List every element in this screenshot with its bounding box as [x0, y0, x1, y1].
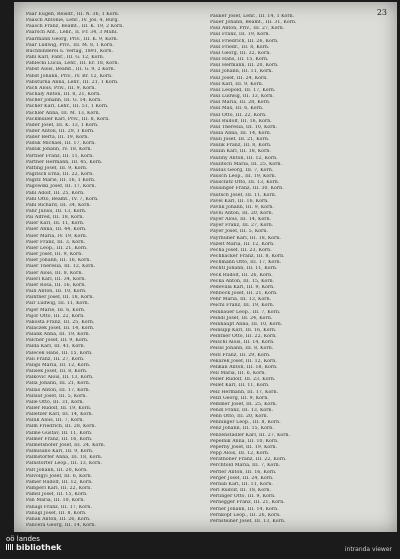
directory-entry: Peinhaupt Anna, III. 10, Korn. [210, 321, 283, 327]
right-column [210, 14, 386, 525]
directory-entry: Paul Johann, III. 11, Korn. [210, 69, 273, 75]
directory-entry: Palecek Hans, III. 15, Korn. [26, 350, 93, 356]
directory-entry: Pabst Alois, Beamt., III. G. 9, 2 Korn. [26, 67, 116, 73]
directory-entry: Perner Johann, III. 14, Korn. [210, 506, 279, 512]
directory-entry: Panak Anton, III. 26, Korn. [26, 516, 91, 522]
directory-entry: Pell Maria, III. 6, Korn. [210, 371, 266, 377]
directory-entry: Paulus Georg, III. 7, Korn. [210, 167, 274, 173]
directory-entry: Pacher Johann, III. G. 14, Korn. [26, 98, 102, 104]
directory-entry: Paul Franz, III. 19, Korn. [210, 32, 271, 38]
directory-entry: Pancera Georg, III. 14, Korn. [26, 522, 96, 528]
directory-entry: Paul Friedrich, III. 26, Korn. [210, 38, 279, 44]
directory-entry: Pahl Adolf, III. 25, Korn. [26, 190, 85, 196]
directory-entry: Perl Rudolf, III. 18, Korn. [210, 488, 272, 494]
directory-entry: Pauker Josef, Lehr., III. 14, 1 Korn. [210, 14, 295, 19]
directory-entry: Palla Johann, III. 21, Korn. [26, 381, 91, 387]
directory-entry: Pauschitz Otto, III. 13, Korn. [210, 180, 280, 186]
directory-entry: Paill Anton, III. 10, Korn. [26, 289, 87, 295]
directory-entry: Pechtl Johann, III. 11, Korn. [210, 266, 278, 272]
directory-entry: Pavlik Johann, III. 9, Korn. [210, 204, 275, 210]
directory-entry: Pachaly Anton, III. 8, 21, Korn. [26, 92, 101, 98]
directory-entry: Pacher Karl, Lehr., III. 51, 1 Korn. [26, 104, 109, 110]
directory-entry: Paul Josef, III. 24, Korn. [210, 75, 268, 81]
directory-entry: Palmer Franz, III. 16, Korn. [26, 436, 93, 442]
directory-entry: Pallik Alois, III. 7, Korn. [26, 418, 84, 424]
directory-entry: Pepp Alois, III. 12, Korn. [210, 451, 270, 457]
directory-entry: Paulik Franz, III. 8, Korn. [210, 143, 272, 149]
directory-entry: Paarmann Georg, Priv., III. K. 9, Korn. [26, 36, 119, 42]
directory-entry: Pecha Josef, III. 23, Korn. [210, 247, 272, 253]
directory-entry: Pamperl Karl, III. 22, Korn. [26, 486, 92, 492]
directory-entry: Pamsl Josef, III. 15, Korn. [26, 492, 88, 498]
directory-entry: Paul Max, III. 6, Korn. [210, 106, 264, 112]
directory-entry: Palvölgyi Josef, III. 6, Korn. [26, 473, 93, 479]
directory-entry: Pepelnik Anna, III. 10, Korn. [210, 438, 279, 444]
directory-entry: Perfler Anton, III. 16, Korn. [210, 469, 277, 475]
directory-entry: Pärtner Franz, III. 11, Korn. [26, 153, 94, 159]
directory-entry: Pelz Hermann, III. 17, Korn. [210, 389, 279, 395]
directory-entry: Pärtner Hermann, III. 45, Korn. [26, 159, 103, 165]
directory-entry: Paula Anna, III. 14, Korn. [210, 130, 272, 136]
directory-entry: Paul Hans, III. 15, Korn. [210, 57, 269, 63]
directory-entry: Peintner Otto, III. 22, Korn. [210, 334, 277, 340]
directory-entry: Peperny Josef, III. 19, Korn. [210, 444, 278, 450]
directory-entry: Paul Rudolf, III. 16, Korn. [210, 118, 272, 124]
directory-entry: Pajor Otto, III. 22, Korn. [26, 313, 85, 319]
directory-entry: Pajer Marie, III. 6, Korn. [26, 307, 86, 313]
directory-entry: Pelikan Anton, III. 18, Korn. [210, 364, 278, 370]
directory-entry: Paierl Karl, III. 34, Korn. [26, 276, 86, 282]
directory-entry: Perathoner Franz, III. 22, Korn. [210, 457, 287, 463]
directory-entry: Paduk Johann, IV. 18, Korn. [26, 147, 93, 153]
directory-entry: Pelzl Georg, III. 9, Korn. [210, 395, 269, 401]
directory-entry: Peinbauer Leop., III. 7, Korn. [210, 309, 281, 315]
logo-line1: oö landes [6, 535, 40, 543]
directory-entry: Pernsteiner Josef, III. 13, Korn. [210, 518, 286, 524]
directory-entry: Paller Rudolf, III. 19, Korn. [26, 406, 92, 411]
logo-line2: bibliothek [16, 542, 62, 552]
directory-entry: Paffing Josef, III. 9, Korn. [26, 165, 88, 171]
directory-entry: Pallauf Josef, III. 5, Korn. [26, 393, 88, 399]
directory-entry: Pechhacker Franz, III. 8, Korn. [210, 254, 285, 260]
directory-entry: Pan Maria, III. 10, Korn. [26, 498, 85, 504]
directory-entry: Paulin Karl, III. 18, Korn. [210, 149, 271, 155]
directory-entry: Perger Josef, III. 24, Korn. [210, 475, 274, 481]
directory-entry: Buchbinderei u. Verlag, 1891, Korn. [26, 48, 114, 54]
directory-entry: Paier Maria, IV. 19, Korn. [26, 233, 88, 239]
directory-entry: Peissl Johann, III. 8, Korn. [210, 346, 274, 352]
directory-entry: Pausch Leop., III. 19, Korn. [210, 174, 277, 180]
directory-entry: Peck Rudolf, III. 26, Korn. [210, 272, 273, 278]
directory-entry: Paar Ludwig, Priv., III. M. 8, 1 Korn. [26, 42, 114, 48]
directory-entry: Paasch Franz, Beamt., III. K. 19, 2 Korn. [26, 24, 124, 30]
directory-entry: Paul Otto, III. 22, Korn. [210, 112, 267, 118]
directory-entry: Paier Alois, III. 8, Korn. [26, 270, 84, 276]
directory-entry: Peinsipp Karl, III. 16, Korn. [210, 327, 277, 333]
directory-entry: Perchtold Maria, III. 7, Korn. [210, 463, 281, 469]
directory-entry: Paier Josef, III. 9, Korn. [26, 252, 83, 258]
directory-entry: Paul Friedr., III. 8, Korn. [210, 44, 270, 50]
directory-entry: Palletzer Karl, III. 14, Korn. [26, 412, 94, 418]
directory-entry: Pahl Otto, Beamt., IV. 7, Korn. [26, 196, 99, 202]
directory-entry: Paul Theresia, III. 10, Korn. [210, 124, 278, 130]
directory-entry: Pecka Anton, III. 15, Korn. [210, 278, 275, 284]
directory-entry: Palnstorfer Leop., III. 13, Korn. [26, 461, 103, 467]
directory-entry: Peindl Josef, III. 24, Korn. [210, 315, 273, 321]
directory-entry: Pahl Richard, III. 34, Korn. [26, 202, 92, 208]
directory-entry: Paier Karl, III. 11, Korn. [26, 221, 85, 227]
directory-entry: Pächler Anna, III. M. 13, Korn. [26, 110, 101, 116]
directory-entry: Paarsch Ant., Lehr., II. Fr. 34, 3 Mühl. [26, 30, 118, 36]
directory-entry: Palcher Josef, III. 9, Korn. [26, 338, 89, 344]
directory-entry: Paier Franz, III. 3, Korn. [26, 239, 86, 245]
directory-entry: Peller Rudolf, III. 23, Korn. [210, 377, 276, 383]
directory-entry: Palisek Josef, III. 8, Korn. [26, 369, 88, 375]
directory-entry: Pahlecki Lucia, Lehr., III. Er. 18, Korn. [26, 61, 120, 67]
directory-entry: Payer Josef, III. 5, Korn. [210, 229, 269, 235]
directory-entry: Pavlu Anton, III. 20, Korn. [210, 211, 274, 216]
directory-entry: Paduk Michael, III. 17, Korn. [26, 141, 96, 147]
directory-entry: Pendl Franz, III. 13, Korn. [210, 408, 274, 413]
directory-entry: Palmetshofer Josef, III. 24, Korn. [26, 442, 106, 448]
directory-entry: Panagl Josef, III. 8, Korn. [26, 510, 87, 516]
directory-entry: Pausinger Franz, III. 30, Korn. [210, 186, 284, 192]
directory-entry: Palaczek Josef, III. 14, Korn. [26, 325, 95, 331]
directory-entry: Pabsturna Anna, Lehr., III. 21, 1 Korn. [26, 79, 119, 85]
directory-entry: Paulitsch Maria, III. 25, Korn. [210, 161, 283, 167]
directory-entry: Payer Alois, III. 14, Korn. [210, 217, 272, 223]
directory-entry: Pagitz Marie, III. 16, 1 Korn. [26, 178, 96, 184]
bars-icon [6, 544, 14, 550]
directory-entry: Pazelt Maria, III. 12, Korn. [210, 241, 275, 247]
directory-entry: Penn Otto, III. 20, Korn. [210, 414, 269, 420]
directory-entry: Paier Leop., III. 21, Korn. [26, 245, 88, 251]
directory-entry: Pehr Maria, III. 13, Korn. [210, 297, 272, 303]
directory-entry: Pemmer Josef, III. 25, Korn. [210, 401, 278, 407]
directory-entry: Peischl Alois, III. 14, Korn. [210, 340, 275, 346]
scanned-page [14, 2, 397, 532]
directory-entry: Payrhuber Karl, III. 18, Korn. [210, 235, 281, 241]
directory-entry: Paligs Maria, III. 12, Korn. [26, 362, 91, 368]
directory-entry: Pedevilla Karl, III. 9, Korn. [210, 284, 275, 290]
directory-entry: Pautsch Josef, III. 11, Korn. [210, 192, 277, 198]
directory-entry: Pair Ludwig, III. 11, Korn. [26, 301, 90, 307]
directory-entry: Palda Karl, III. 41, Korn. [26, 344, 86, 350]
page-number: 23 [376, 8, 387, 17]
directory-entry: Perhab Karl, III. 11, Korn. [210, 481, 273, 487]
directory-entry: Pali Franz, III. 27, Korn. [26, 356, 85, 362]
directory-entry: Paier Rosa, III. 16, Korn. [26, 282, 86, 288]
directory-entry: Paul Hermann, III. 20, Korn. [210, 63, 279, 69]
directory-entry: Pauliny Anton, III. 12, Korn. [210, 155, 278, 161]
directory-entry: Paier Theresia, III. 12, Korn. [26, 264, 96, 270]
directory-entry: Pellet Karl, III. 11, Korn. [210, 383, 270, 389]
directory-entry: Paintner Josef, III. 18, Korn. [26, 295, 94, 301]
viewer-label[interactable]: intranda viewer [344, 546, 392, 553]
directory-entry: Peitl Franz, III. 29, Korn. [210, 352, 271, 358]
directory-entry: Pai Alfred, III. 18, Korn. [26, 215, 85, 221]
directory-entry: Palmisano Karl, III. 9, Korn. [26, 449, 94, 455]
directory-entry: Pauer Johann, Beamt., III. 31, Korn. [210, 20, 297, 26]
directory-entry: Pader Anton, III. 29, 1 Korn. [26, 128, 95, 134]
directory-entry: Pamer Rudolf, III. 12, Korn. [26, 479, 93, 485]
directory-entry: Pader Josef, III. K. 13, 1 Korn. [26, 122, 99, 128]
directory-entry: Paul Karl, III. 9, Korn. [210, 81, 264, 87]
left-column [26, 12, 202, 529]
directory-entry: Pagitsch Erna, III. 22, Korn. [26, 172, 94, 178]
directory-entry: Pauli Josef, III. 21, Korn. [210, 137, 270, 143]
directory-entry: Pahr Julius, III. 13, Korn. [26, 209, 87, 214]
directory-entry: Palle Otto, III. 31, Korn. [26, 399, 85, 405]
library-logo [6, 536, 61, 551]
directory-entry: Paul Georg, III. 32, Korn. [210, 50, 271, 56]
directory-entry: Peichl Franz, III. 19, Korn. [210, 303, 275, 309]
directory-entry: Pader Berta, III. 19, Korn. [26, 135, 90, 141]
directory-entry: Pechmann Otto, III. 17, Korn. [210, 260, 282, 266]
directory-entry: Palt Johann, III. 20, Korn. [26, 467, 88, 473]
directory-entry: Perlinger Otto, III. 9, Korn. [210, 494, 276, 500]
directory-entry: Paul Leopold, III. 17, Korn. [210, 87, 276, 93]
directory-entry: Pavel Karl, III. 16, Korn. [210, 198, 269, 204]
directory-entry: Pahl Karl, Fabr., III. G. 12, Korn. [26, 55, 105, 61]
directory-entry: Penz Johann, III. 15, Korn. [210, 426, 274, 432]
directory-entry: Paar Eugen, Reisdr., III. N. 36, 1 Korn. [26, 12, 120, 17]
directory-entry: Pach Alois, Priv., III. 9, Korn. [26, 85, 96, 91]
directory-entry: Pagowski Josef, III. 17, Korn. [26, 184, 97, 190]
directory-entry: Paier Anna, III. 44, Korn. [26, 227, 87, 233]
directory-entry: Pernkopf Leop., III. 26, Korn. [210, 512, 281, 518]
directory-entry: Palank Anna, III. 19, Korn. [26, 332, 91, 338]
directory-entry: Pernegger Franz, III. 21, Korn. [210, 500, 285, 506]
directory-entry: Palkovic Alois, III. 13, Korn. [26, 375, 94, 381]
directory-entry: Penninger Leop., III. 8, Korn. [210, 420, 281, 426]
directory-entry: Pekarek Josef, III. 12, Korn. [210, 358, 277, 364]
directory-entry: Panagl Franz, III. 17, Korn. [26, 504, 93, 510]
directory-entry: Payer Franz, III. 27, Korn. [210, 223, 274, 229]
directory-entry: Paul Anton, Priv., III. 27, Korn. [210, 26, 285, 32]
directory-entry: Paul Ludwig, III. 13, Korn. [210, 94, 275, 100]
directory-entry: Pakosta Franz, III. 25, Korn. [26, 319, 95, 325]
directory-entry: Paier Johann, III. 16, Korn. [26, 258, 92, 264]
directory-entry: Palme Gustav, III. 11, Korn. [26, 430, 93, 436]
directory-entry: Palm Friedrich, III. 28, Korn. [26, 424, 97, 430]
directory-entry: Paul Maria, III. 28, Korn. [210, 100, 271, 106]
directory-entry: Pallas Anton, III. 17, Korn. [26, 387, 91, 393]
directory-entry: Packmüller Karl, Priv., III. 8, Korn. [26, 116, 110, 122]
directory-entry: Palmstorfer Anna, III. 18, Korn. [26, 455, 103, 461]
directory-entry: Penzenstadler Karl, III. 27, Korn. [210, 432, 291, 438]
directory-entry: Pehböck Josef, III. 21, Korn. [210, 291, 278, 297]
directory-entry: Pabst Johann, Priv., IV. Br. 12, Korn. [26, 73, 113, 79]
directory-entry: Paasch Antonie, Lehr., IV. Jos. 4, Burg. [26, 18, 120, 24]
